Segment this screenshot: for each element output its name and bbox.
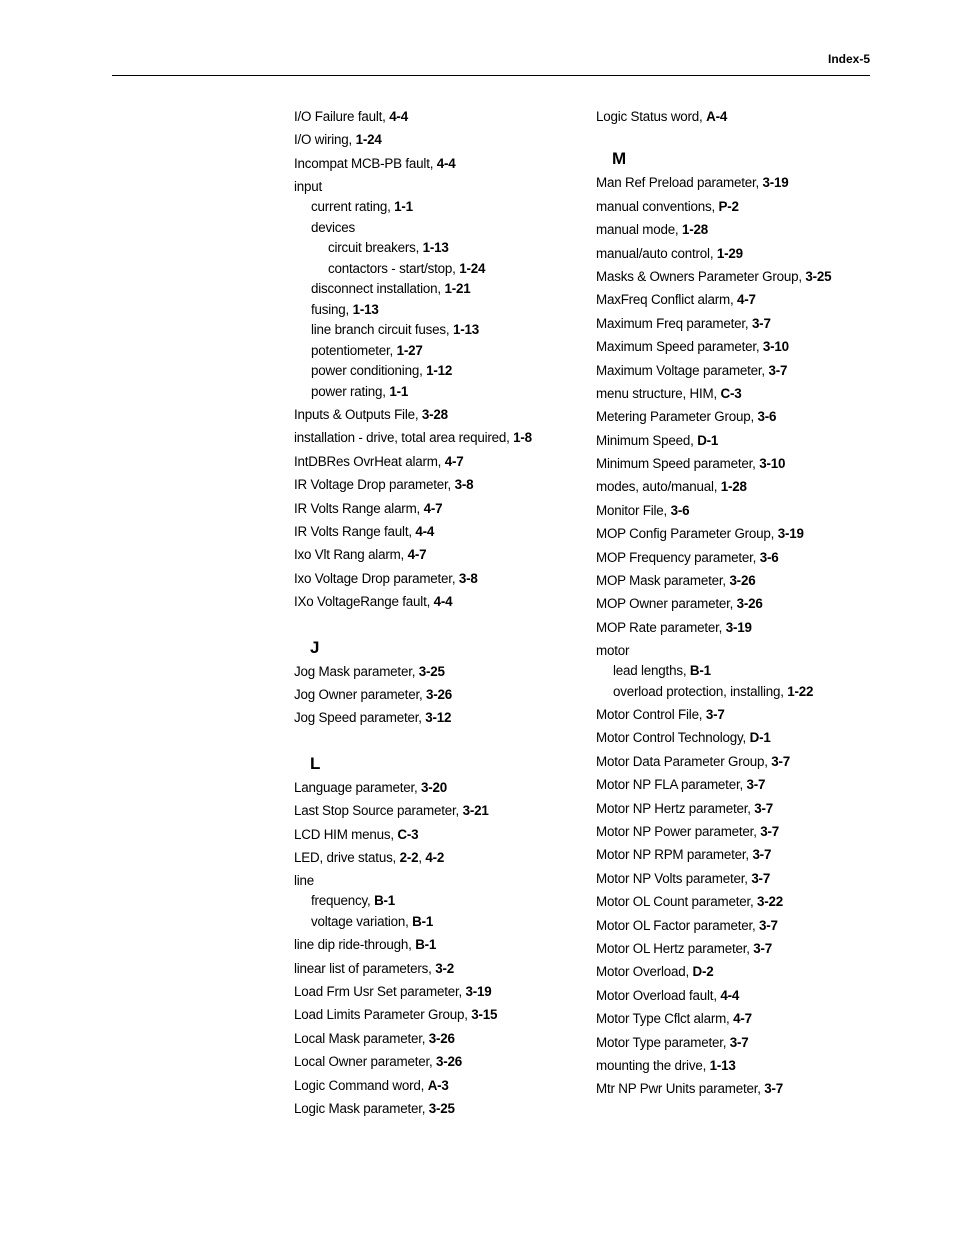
index-group-term: line [294, 873, 315, 889]
index-letter-heading: J [310, 637, 320, 657]
index-entry [294, 592, 584, 612]
header-rule [112, 75, 870, 76]
index-term-text: potentiometer, [311, 342, 397, 358]
page-reference-link[interactable]: 3-8 [454, 477, 474, 493]
page-reference-link[interactable]: 1-27 [396, 342, 423, 358]
index-entry [294, 522, 584, 542]
page-reference-link[interactable]: 3-25 [418, 663, 445, 679]
page-reference-link[interactable]: D-1 [749, 730, 771, 746]
index-term-text: Logic Command word, [294, 1077, 428, 1093]
index-entry [294, 130, 584, 150]
index-entry [294, 428, 584, 448]
page-reference-link[interactable]: 3-6 [759, 549, 779, 565]
page-reference-link[interactable]: 3-7 [771, 753, 791, 769]
index-entry [294, 569, 584, 589]
index-term-text: Logic Status word, [596, 109, 707, 124]
page-reference-link[interactable]: 3-26 [436, 1054, 463, 1070]
index-term-text: Motor OL Hertz parameter, [596, 941, 754, 956]
index-term-text: IntDBRes OvrHeat alarm, [294, 453, 445, 469]
page-reference-link[interactable]: 3-12 [425, 710, 452, 726]
page-number-label: Index-5 [827, 52, 870, 66]
index-entry [596, 939, 896, 959]
index-term-text: MOP Config Parameter Group, [596, 526, 778, 542]
index-term-text: Motor Type parameter, [596, 1034, 730, 1050]
index-term-text: Jog Mask parameter, [294, 663, 419, 679]
section-spacer [294, 616, 584, 633]
index-term-text: Motor Overload, [596, 964, 693, 980]
section-spacer [596, 130, 896, 144]
page-reference-link[interactable]: 3-26 [736, 596, 763, 612]
page-reference-link[interactable]: 1-13 [422, 240, 449, 256]
index-term-text: LCD HIM menus, [294, 826, 398, 842]
index-term-text: current rating, [311, 199, 395, 215]
page-reference-link[interactable]: C-3 [720, 385, 742, 401]
index-entry [294, 801, 584, 821]
index-term-text: Motor Overload fault, [596, 987, 721, 1003]
page-reference-link[interactable]: 3-6 [670, 502, 690, 518]
index-entry [294, 405, 584, 425]
index-term-text: Minimum Speed parameter, [596, 456, 760, 472]
index-term-text: Language parameter, [294, 779, 422, 795]
index-term-text: modes, auto/manual, [596, 479, 721, 495]
index-entry [294, 708, 584, 728]
page-reference-link[interactable]: 3-7 [752, 847, 772, 863]
page-reference-link[interactable]: 1-28 [720, 479, 747, 495]
page-reference-link[interactable]: 3-7 [760, 824, 780, 840]
index-entry [596, 431, 896, 451]
index-term-text: devices [311, 219, 356, 235]
index-term-text: manual conventions, [596, 198, 719, 214]
index-sub-entry [294, 361, 584, 381]
page-reference-link[interactable]: 4-7 [444, 453, 464, 469]
index-term-text: manual mode, [596, 222, 682, 238]
index-sub-entry [596, 682, 896, 702]
page-reference-link[interactable]: 1-21 [444, 281, 471, 297]
index-term-text: IXo VoltageRange fault, [294, 594, 434, 610]
index-term-text: Jog Speed parameter, [294, 710, 426, 726]
index-term-text: Inputs & Outputs File, [294, 407, 422, 423]
index-term-text: MOP Frequency parameter, [596, 549, 760, 565]
index-term-text: Local Owner parameter, [294, 1054, 437, 1070]
index-entry [596, 337, 896, 357]
page-reference-link[interactable]: 1-1 [389, 383, 409, 399]
page-reference-link[interactable]: 3-25 [805, 268, 832, 284]
index-entry [596, 197, 896, 217]
index-term-text: Ixo Vlt Rang alarm, [294, 547, 408, 563]
index-term-text: Monitor File, [596, 502, 671, 518]
index-group-term: motor [596, 643, 630, 659]
index-term-text: line branch circuit fuses, [311, 322, 453, 338]
index-entry [596, 1079, 896, 1099]
page-reference-link[interactable]: 1-8 [513, 430, 532, 446]
index-entry [596, 799, 896, 819]
index-term-text: IR Volts Range fault, [294, 524, 416, 540]
index-column-right [596, 107, 896, 1103]
index-entry [294, 545, 584, 565]
page-reference-link[interactable]: 3-28 [421, 407, 448, 423]
index-entry [294, 825, 584, 845]
page-reference-link[interactable]: 1-29 [716, 245, 743, 261]
page-reference-link[interactable]: 3-19 [725, 619, 752, 635]
page-reference-link[interactable]: 3-8 [458, 570, 478, 586]
index-sub-entry [294, 300, 584, 320]
page-reference-link[interactable]: 3-22 [757, 894, 784, 910]
page-reference-link[interactable]: 3-20 [421, 779, 448, 795]
page-reference-link[interactable]: C-3 [397, 826, 419, 842]
index-entry [596, 594, 896, 614]
index-term-text: Maximum Voltage parameter, [596, 362, 769, 378]
index-term-text: Local Mask parameter, [294, 1030, 429, 1046]
index-term-text: Load Limits Parameter Group, [294, 1007, 472, 1023]
index-term-text: menu structure, HIM, [596, 385, 721, 401]
index-entry [596, 173, 896, 193]
index-term-text: power conditioning, [311, 363, 427, 379]
page-reference-link[interactable]: 3-6 [757, 409, 777, 425]
index-entry [596, 384, 896, 404]
page-reference-link[interactable]: A-4 [706, 109, 728, 124]
index-sub-entry [294, 320, 584, 340]
page-reference-link[interactable]: 1-28 [681, 222, 708, 238]
index-term-text: Motor NP Power parameter, [596, 824, 761, 840]
index-entry [294, 935, 584, 955]
page-reference-link[interactable]: 3-21 [462, 803, 489, 819]
index-sub-entry [294, 382, 584, 402]
index-entry [596, 524, 896, 544]
index-term-text: IR Volts Range alarm, [294, 500, 424, 516]
index-term-text: Load Frm Usr Set parameter, [294, 983, 466, 999]
index-entry [596, 244, 896, 264]
page-reference-link[interactable]: D-1 [697, 432, 719, 448]
index-term-text: Metering Parameter Group, [596, 409, 758, 425]
index-entry [294, 1099, 584, 1119]
index-term-text: LED, drive status, [294, 849, 400, 865]
index-term-text: Motor OL Count parameter, [596, 894, 758, 910]
page-reference-link[interactable]: 3-7 [754, 800, 774, 816]
index-entry [596, 618, 896, 638]
index-entry [596, 1033, 896, 1053]
index-entry [596, 314, 896, 334]
index-term-text: Motor Type Cflct alarm, [596, 1011, 734, 1027]
index-entry [596, 752, 896, 772]
page-reference-link[interactable]: 4-7 [737, 292, 756, 308]
page-reference-link[interactable]: 4-2 [425, 849, 445, 865]
index-term-text: disconnect installation, [311, 281, 445, 297]
page-reference-link[interactable]: A-3 [427, 1077, 449, 1093]
page-reference-link[interactable]: 3-7 [753, 941, 773, 956]
index-entry-group [294, 177, 584, 402]
index-term-text: mounting the drive, [596, 1057, 710, 1073]
index-entry [596, 501, 896, 521]
index-term-text: Man Ref Preload parameter, [596, 175, 763, 191]
page-reference-link[interactable]: P-2 [718, 198, 739, 214]
index-sub-entry [294, 891, 584, 911]
index-entry [596, 571, 896, 591]
page-reference-link[interactable]: 4-4 [389, 109, 408, 124]
index-term-text: overload protection, installing, [613, 683, 788, 699]
index-sub-entry [294, 259, 584, 279]
index-entry [596, 477, 896, 497]
page-reference-link[interactable]: 4-7 [423, 500, 443, 516]
index-term-text: power rating, [311, 383, 390, 399]
index-term-text: Motor NP FLA parameter, [596, 777, 747, 793]
index-term-text: MaxFreq Conflict alarm, [596, 292, 738, 308]
page-reference-link[interactable]: 3-19 [465, 983, 492, 999]
index-term-text: Mtr NP Pwr Units parameter, [596, 1081, 765, 1097]
index-sub-entry [294, 341, 584, 361]
page-reference-link[interactable]: 3-7 [746, 777, 766, 793]
index-term-text: Logic Mask parameter, [294, 1100, 429, 1116]
index-term-text: Maximum Freq parameter, [596, 315, 752, 331]
page-reference-link[interactable]: 3-7 [705, 707, 725, 723]
index-term-text: Ixo Voltage Drop parameter, [294, 570, 459, 586]
index-term-text: Motor Data Parameter Group, [596, 753, 772, 769]
index-entry [294, 154, 584, 174]
page-reference-link[interactable]: 1-13 [352, 301, 379, 317]
index-term-text: contactors - start/stop, [328, 260, 460, 276]
index-term-text: Last Stop Source parameter, [294, 803, 463, 819]
index-letter-heading: M [612, 149, 626, 169]
index-term-text: MOP Rate parameter, [596, 619, 726, 635]
page-reference-link[interactable]: 3-7 [759, 917, 778, 933]
index-term-text: Motor Control Technology, [596, 730, 750, 746]
index-entry [596, 869, 896, 889]
index-entry [294, 1005, 584, 1025]
index-entry [596, 728, 896, 748]
index-entry [294, 499, 584, 519]
page-reference-link[interactable]: 3-19 [762, 175, 789, 191]
page-reference-link[interactable]: 1-12 [426, 363, 453, 379]
index-sub-entry [294, 218, 584, 238]
page-reference-link[interactable]: B-1 [689, 663, 711, 679]
index-entry [596, 107, 896, 127]
page-reference-link[interactable]: D-2 [692, 964, 714, 980]
index-entry: LED, drive status, 2-2, 4-2 [294, 849, 445, 865]
index-entry [596, 1009, 896, 1029]
page-reference-link[interactable]: 3-15 [471, 1007, 498, 1023]
index-entry [596, 548, 896, 568]
page-reference-link[interactable]: 2-2 [399, 849, 419, 865]
page-reference-link[interactable]: 4-7 [733, 1011, 752, 1027]
page-reference-link[interactable]: B-1 [415, 937, 437, 953]
page-reference-link[interactable]: 3-26 [729, 573, 756, 589]
page-reference-link[interactable]: 4-4 [720, 987, 740, 1003]
index-entry [294, 475, 584, 495]
index-term-text: Incompat MCB-PB fault, [294, 155, 437, 171]
page-reference-link[interactable]: 3-10 [762, 339, 789, 355]
index-letter-heading: L [310, 753, 321, 773]
page-reference-link[interactable]: 1-22 [787, 683, 814, 699]
index-term-text: line dip ride-through, [294, 937, 416, 953]
index-entry [596, 407, 896, 427]
index-entry [294, 1052, 584, 1072]
index-entry [596, 822, 896, 842]
index-entry-group [596, 641, 896, 702]
page-reference-link[interactable]: 3-7 [768, 362, 788, 378]
page-reference-link[interactable]: 3-26 [428, 1030, 455, 1046]
index-entry [294, 778, 584, 798]
page-reference-link[interactable]: 3-7 [729, 1034, 749, 1050]
index-term-text: Jog Owner parameter, [294, 686, 427, 702]
index-entry [596, 845, 896, 865]
page-reference-link[interactable]: 3-7 [751, 870, 771, 886]
index-term-text: installation - drive, total area required, [294, 430, 514, 446]
page-reference-link[interactable]: 3-25 [428, 1100, 455, 1116]
page-reference-link[interactable]: 1-13 [709, 1057, 736, 1073]
index-sub-entry [294, 279, 584, 299]
index-term-text: fusing, [311, 301, 353, 317]
page-reference-link[interactable]: 3-10 [759, 456, 786, 472]
index-group-term: input [294, 179, 323, 195]
index-term-text: frequency, [311, 893, 375, 909]
page-reference-link[interactable]: 1-1 [394, 199, 413, 215]
index-entry [294, 685, 584, 705]
index-term-text: IR Voltage Drop parameter, [294, 477, 455, 493]
index-term-text: Motor Control File, [596, 707, 706, 723]
index-term-text: I/O wiring, [294, 132, 356, 148]
page-reference-link[interactable]: 4-4 [415, 524, 435, 540]
page-reference-link[interactable]: 1-13 [452, 322, 479, 338]
index-term-text: Motor NP RPM parameter, [596, 847, 753, 863]
page-reference-link[interactable]: 1-24 [459, 260, 486, 276]
index-entry [596, 775, 896, 795]
page-reference-link[interactable]: 3-19 [777, 526, 804, 542]
index-entry [294, 982, 584, 1002]
page-reference-link[interactable]: 3-2 [435, 960, 454, 976]
page-reference-link[interactable]: 3-26 [426, 686, 453, 702]
index-term-text: Masks & Owners Parameter Group, [596, 268, 806, 284]
page-reference-link[interactable]: 3-7 [764, 1081, 784, 1097]
index-term-text: Motor OL Factor parameter, [596, 917, 760, 933]
page-reference-link[interactable]: B-1 [412, 913, 434, 929]
index-term-text: Maximum Speed parameter, [596, 339, 763, 355]
page-reference-link[interactable]: 3-7 [751, 315, 771, 331]
index-entry [294, 959, 584, 979]
index-sub-entry [596, 661, 896, 681]
index-term-text: MOP Mask parameter, [596, 573, 730, 589]
index-entry [596, 892, 896, 912]
page-reference-link[interactable]: 4-4 [436, 155, 456, 171]
index-entry [596, 1056, 896, 1076]
index-entry [596, 916, 896, 936]
index-term-text: lead lengths, [613, 663, 690, 679]
page-reference-link[interactable]: 1-24 [355, 132, 382, 148]
index-entry [596, 220, 896, 240]
index-entry [294, 662, 584, 682]
index-term-text: I/O Failure fault, [294, 109, 390, 124]
index-entry [294, 1029, 584, 1049]
index-column-left [294, 107, 584, 1122]
index-entry-group [294, 871, 584, 932]
index-entry [596, 267, 896, 287]
index-entry [596, 361, 896, 381]
index-term-text: MOP Owner parameter, [596, 596, 737, 612]
index-entry [294, 1076, 584, 1096]
page-reference-link[interactable]: 4-4 [433, 594, 453, 610]
index-entry [596, 705, 896, 725]
index-term-text: Motor NP Hertz parameter, [596, 800, 755, 816]
index-entry [596, 290, 896, 310]
index-term-text: voltage variation, [311, 913, 413, 929]
page-reference-link[interactable]: B-1 [374, 893, 396, 909]
index-term-text: Minimum Speed, [596, 432, 698, 448]
index-term-text: Motor NP Volts parameter, [596, 870, 752, 886]
page-reference-link[interactable]: 4-7 [407, 547, 427, 563]
index-entry [596, 986, 896, 1006]
index-entry [596, 962, 896, 982]
index-sub-entry [294, 238, 584, 258]
index-entry [294, 452, 584, 472]
index-term-text: manual/auto control, [596, 245, 717, 261]
index-term-text: linear list of parameters, [294, 960, 436, 976]
index-entry [596, 454, 896, 474]
index-entry [294, 107, 584, 127]
index-term-text: circuit breakers, [328, 240, 423, 256]
index-sub-entry [294, 197, 584, 217]
index-sub-entry [294, 912, 584, 932]
section-spacer [294, 732, 584, 749]
